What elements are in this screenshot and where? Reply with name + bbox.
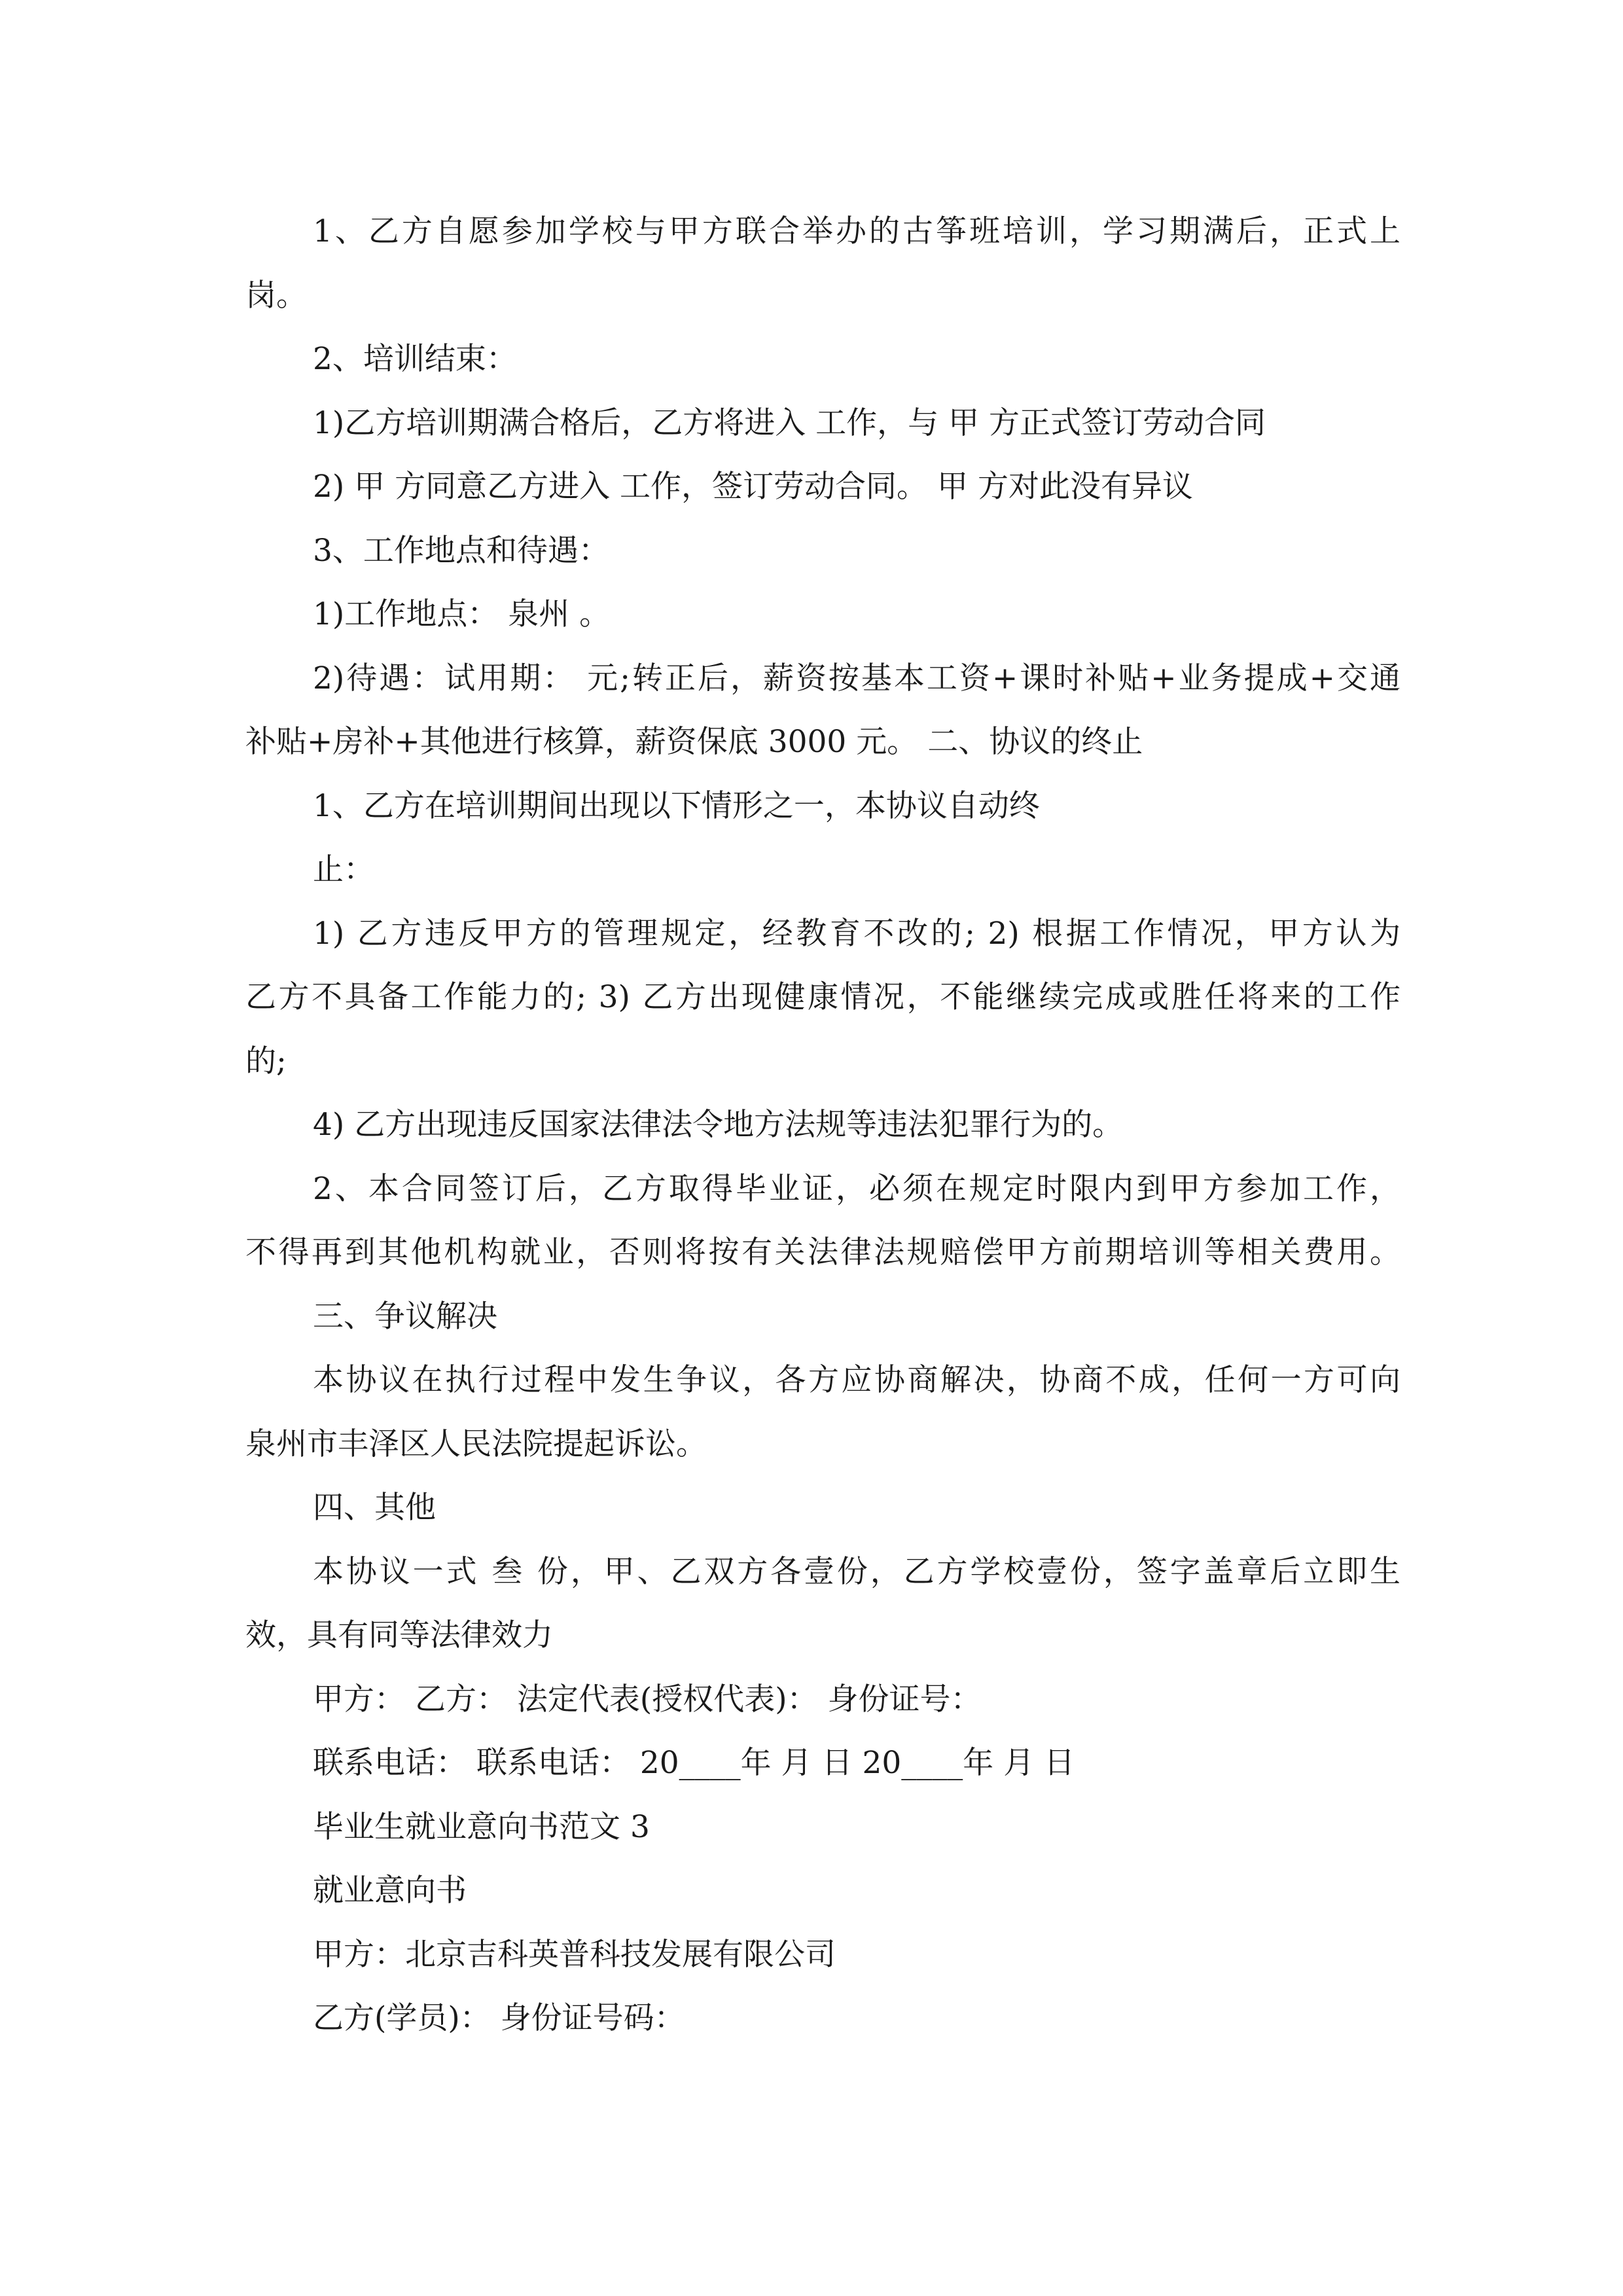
- text-line: 效，具有同等法律效力: [245, 1617, 553, 1653]
- text-line: 甲方：北京吉科英普科技发展有限公司: [313, 1936, 836, 1973]
- text-line: 甲方： 乙方： 法定代表(授权代表)： 身份证号：: [313, 1681, 982, 1717]
- text-line: 1)乙方培训期满合格后，乙方将进入 工作，与 甲 方正式签订劳动合同: [313, 404, 1266, 441]
- text-line: 本协议在执行过程中发生争议，各方应协商解决，协商不成，任何一方可向: [313, 1362, 1400, 1398]
- text-line: 乙方(学员)： 身份证号码：: [313, 2000, 685, 2036]
- text-line: 本协议一式 叁 份，甲、乙双方各壹份，乙方学校壹份，签字盖章后立即生: [313, 1553, 1400, 1590]
- text-line: 2、本合同签订后，乙方取得毕业证，必须在规定时限内到甲方参加工作，: [313, 1170, 1400, 1207]
- text-line: 止：: [313, 852, 374, 888]
- text-line: 2)待遇：试用期： 元;转正后，薪资按基本工资+课时补贴+业务提成+交通: [313, 660, 1400, 696]
- text-line: 乙方不具备工作能力的; 3) 乙方出现健康情况，不能继续完成或胜任将来的工作: [245, 979, 1400, 1015]
- text-line: 毕业生就业意向书范文 3: [313, 1808, 650, 1845]
- text-line: 补贴+房补+其他进行核算，薪资保底 3000 元。 二、协议的终止: [245, 724, 1143, 760]
- text-line: 三、争议解决: [313, 1298, 497, 1335]
- text-line: 1)工作地点： 泉州 。: [313, 596, 611, 632]
- text-line: 1) 乙方违反甲方的管理规定，经教育不改的; 2) 根据工作情况，甲方认为: [313, 915, 1400, 952]
- text-line: 四、其他: [313, 1490, 436, 1526]
- text-line: 2) 甲 方同意乙方进入 工作，签订劳动合同。 甲 方对此没有异议: [313, 469, 1193, 505]
- text-line: 的;: [245, 1043, 287, 1079]
- text-line: 4) 乙方出现违反国家法律法令地方法规等违法犯罪行为的。: [313, 1107, 1124, 1143]
- text-line: 就业意向书: [313, 1873, 467, 1909]
- text-line: 2、培训结束：: [313, 341, 517, 377]
- text-line: 不得再到其他机构就业，否则将按有关法律法规赔偿甲方前期培训等相关费用。: [245, 1234, 1400, 1270]
- text-line: 3、工作地点和待遇：: [313, 532, 609, 569]
- text-line: 1、乙方在培训期间出现以下情形之一，本协议自动终: [313, 787, 1040, 824]
- text-line: 1、乙方自愿参加学校与甲方联合举办的古筝班培训，学习期满后，正式上: [313, 213, 1400, 249]
- text-line: 联系电话： 联系电话： 20____年 月 日 20____年 月 日: [313, 1745, 1075, 1781]
- text-line: 岗。: [245, 277, 307, 314]
- document-body: [245, 200, 1400, 2051]
- text-line: 泉州市丰泽区人民法院提起诉讼。: [245, 1426, 707, 1462]
